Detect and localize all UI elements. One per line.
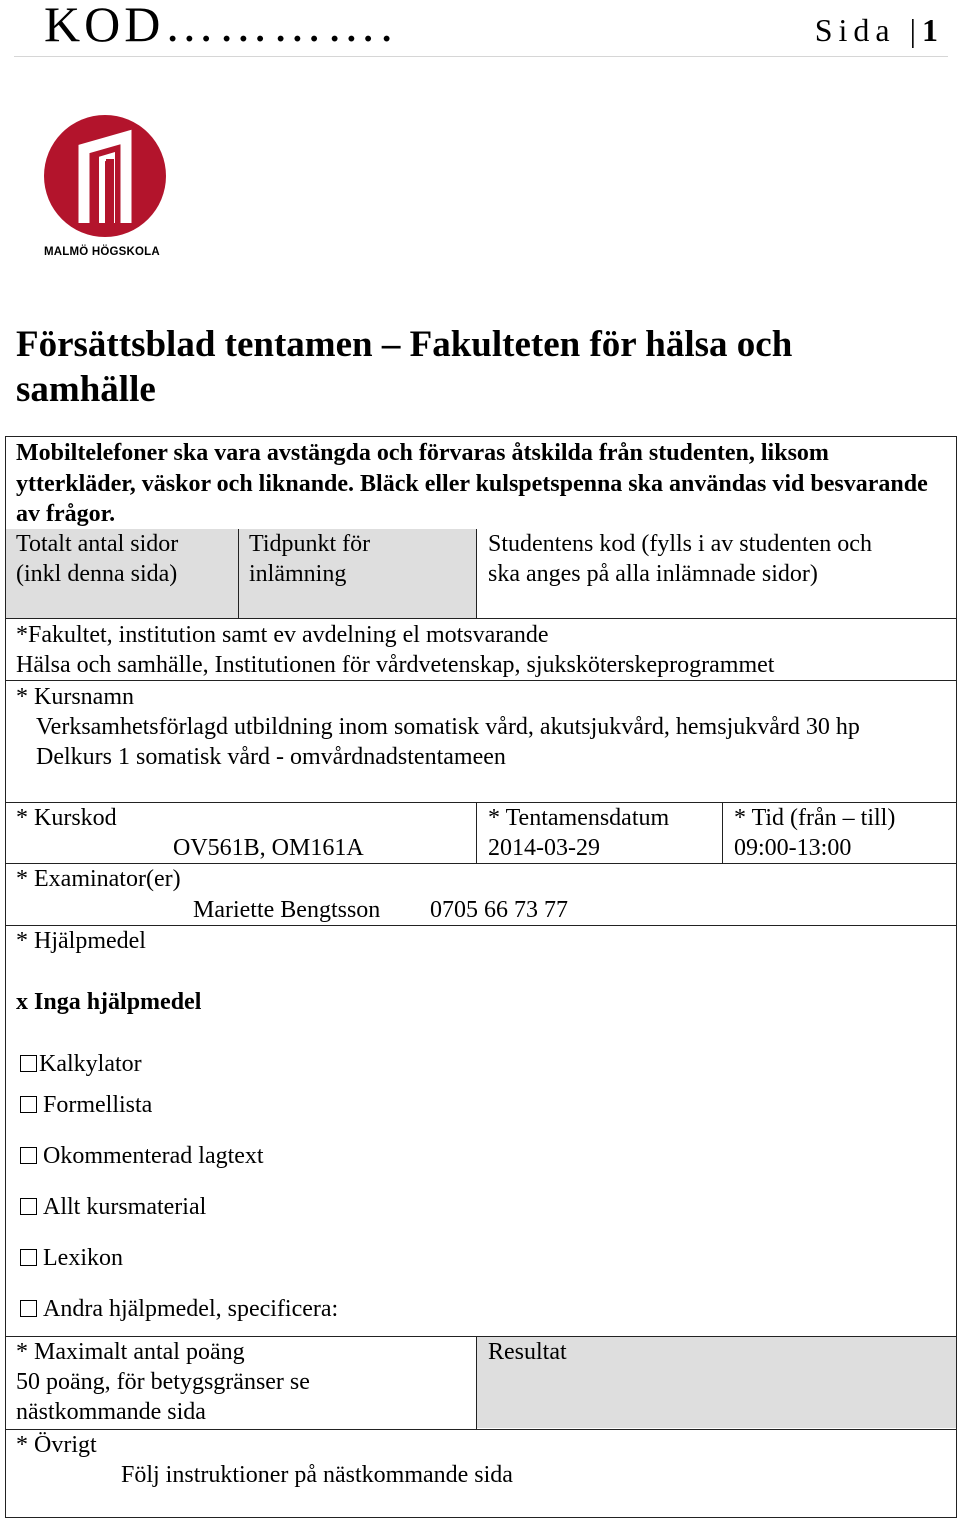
course-code-value: OV561B, OM161A: [173, 835, 364, 861]
checkbox-icon[interactable]: [20, 1055, 37, 1072]
row1-divider-1: [238, 529, 239, 618]
max-points-value: 50 poäng, för betygsgränser se: [16, 1369, 310, 1395]
aid-option-law-text[interactable]: [20, 1141, 264, 1171]
exam-time-label: * Tid (från – till): [734, 805, 896, 831]
aids-label: * Hjälpmedel: [16, 928, 146, 954]
exam-time-value: 09:00-13:00: [734, 835, 852, 861]
page-number: 1: [922, 12, 944, 48]
aid-option-calculator[interactable]: [20, 1049, 142, 1079]
points-divider: [476, 1336, 477, 1429]
aid-option-label: Allt kursmaterial: [43, 1194, 207, 1220]
exam-date-label: * Tentamensdatum: [488, 805, 670, 831]
checkbox-icon[interactable]: [20, 1147, 37, 1164]
checkbox-icon[interactable]: [20, 1300, 37, 1317]
divider-course: [5, 680, 957, 681]
aid-option-dictionary[interactable]: [20, 1243, 123, 1273]
submission-time-sublabel: inlämning: [249, 561, 347, 587]
divider-other: [5, 1429, 957, 1430]
course-name-label: * Kursnamn: [16, 684, 134, 710]
checkbox-icon[interactable]: [20, 1249, 37, 1266]
aid-option-formula-sheet[interactable]: [20, 1090, 152, 1120]
course-code-label: * Kurskod: [16, 805, 117, 831]
phone-warning: Mobiltelefoner ska vara avstängda och förvaras åtskilda från studenten, liksom ytterkläder, väskor och liknande. Bläck eller kulspetspenna ska användas vid besvarande av frågor.: [16, 440, 928, 527]
checkbox-icon[interactable]: [20, 1198, 37, 1215]
student-code-field[interactable]: [478, 590, 954, 616]
code-divider-1: [476, 802, 477, 863]
checkbox-icon[interactable]: [20, 1096, 37, 1113]
page-title: Försättsblad tentamen – Fakulteten för hälsa och samhälle: [16, 324, 793, 410]
other-value: Följ instruktioner på nästkommande sida: [121, 1462, 513, 1488]
faculty-label: *Fakultet, institution samt ev avdelning el motsvarande: [16, 622, 549, 648]
divider-faculty: [5, 618, 957, 619]
exam-date-value: 2014-03-29: [488, 835, 600, 861]
aid-option-label: Andra hjälpmedel, specificera:: [43, 1296, 339, 1322]
max-points-note: nästkommande sida: [16, 1399, 206, 1425]
examiner-name: Mariette Bengtsson: [193, 897, 381, 923]
aid-option-course-material[interactable]: [20, 1192, 206, 1222]
malmo-hogskola-logo-icon: [44, 115, 166, 237]
row1-divider-2: [476, 529, 477, 618]
code-header: KOD………….: [44, 0, 397, 52]
aid-option-label: Kalkylator: [39, 1051, 142, 1077]
max-points-label: * Maximalt antal poäng: [16, 1339, 245, 1365]
other-label: * Övrigt: [16, 1432, 97, 1458]
divider-aids: [5, 925, 957, 926]
result-label: Resultat: [488, 1339, 567, 1365]
aid-option-label: Okommenterad lagtext: [43, 1143, 264, 1169]
student-code-label: Studentens kod (fylls i av studenten och: [488, 531, 872, 557]
examiner-phone: 0705 66 73 77: [430, 897, 568, 923]
aid-option-label: Lexikon: [43, 1245, 123, 1271]
total-pages-label: Totalt antal sidor: [16, 531, 179, 557]
course-name-value: Verksamhetsförlagd utbildning inom somatisk vård, akutsjukvård, hemsjukvård 30 hp: [36, 714, 860, 740]
aids-selected: x Inga hjälpmedel: [16, 989, 202, 1015]
aid-option-label: Formellista: [43, 1092, 153, 1118]
aid-option-other[interactable]: [20, 1294, 338, 1324]
logo-wordmark: MALMÖ HÖGSKOLA: [44, 246, 160, 258]
course-part-value: Delkurs 1 somatisk vård - omvårdnadstentameen: [36, 744, 506, 770]
submission-time-label: Tidpunkt för: [249, 531, 371, 557]
examiner-label: * Examinator(er): [16, 866, 181, 892]
code-divider-2: [722, 802, 723, 863]
page-indicator: [815, 10, 944, 50]
student-code-sublabel: ska anges på alla inlämnade sidor): [488, 561, 818, 587]
header-divider: [14, 56, 948, 57]
total-pages-sublabel: (inkl denna sida): [16, 561, 178, 587]
faculty-value: Hälsa och samhälle, Institutionen för vårdvetenskap, sjuksköterskeprogrammet: [16, 652, 775, 678]
page-label: Sida |: [814, 12, 922, 48]
